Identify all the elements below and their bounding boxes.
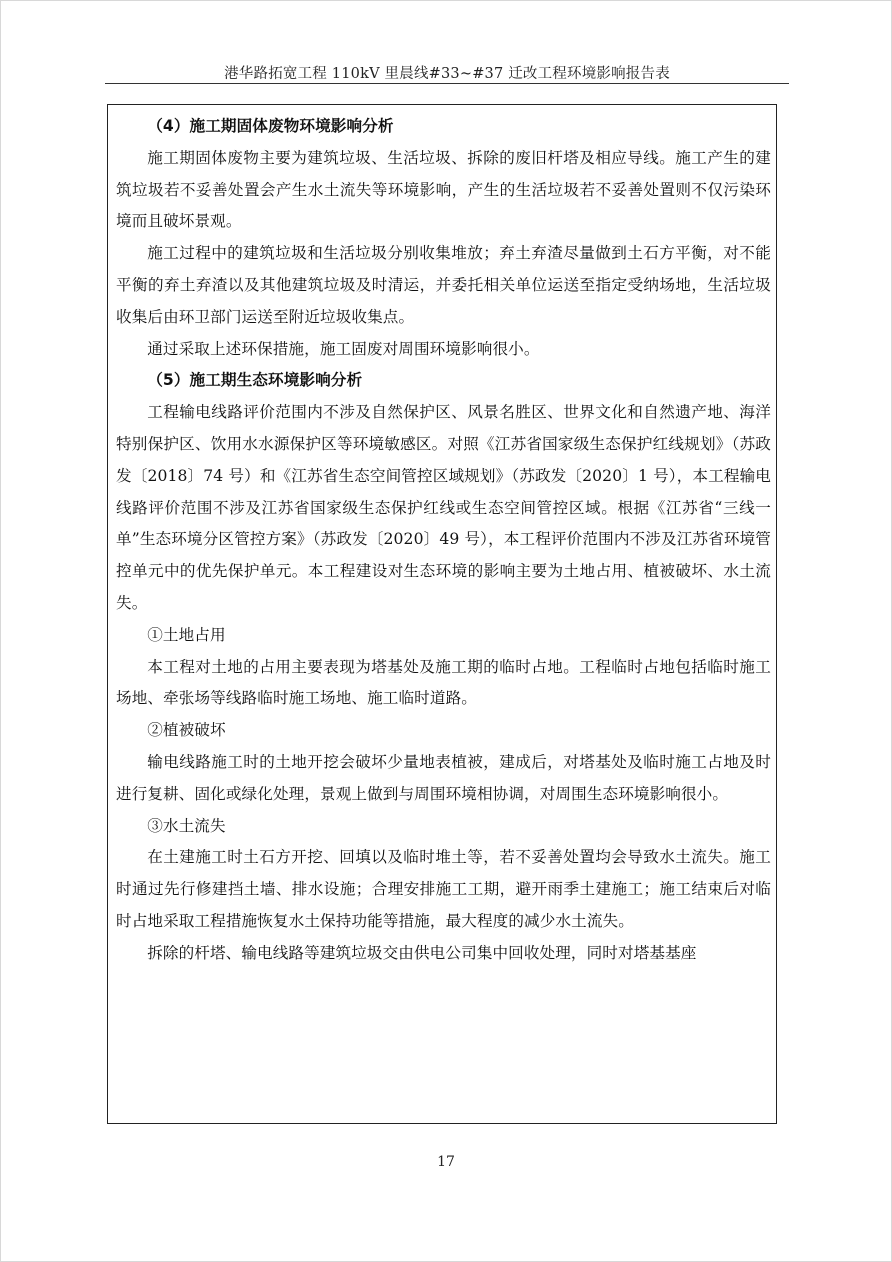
paragraph-solid-waste-sources: 施工期固体废物主要为建筑垃圾、生活垃圾、拆除的废旧杆塔及相应导线。施工产生的建筑垃圾若不妥善处置会产生水土流失等环境影响，产生的生活垃圾若不妥善处置则不仅污染环境而且破坏景观。 [116, 148, 771, 231]
subheading-vegetation-damage: ②植被破坏 [147, 721, 226, 740]
subheading-soil-erosion: ③水土流失 [147, 816, 226, 835]
paragraph-solid-waste-conclusion: 通过采取上述环保措施，施工固废对周围环境影响很小。 [147, 339, 540, 358]
content-body [116, 111, 771, 970]
content-box [107, 104, 777, 1124]
running-header: 港华路拓宽工程 110kV 里晨线#33~#37 迁改工程环境影响报告表 [224, 66, 670, 82]
paragraph-land-occupation: 本工程对土地的占用主要表现为塔基处及施工期的临时占地。工程临时占地包括临时施工场地、牵张场等线路临时施工场地、施工临时道路。 [116, 657, 771, 708]
section-heading-ecology: （5）施工期生态环境影响分析 [147, 371, 363, 390]
paragraph-solid-waste-handling: 施工过程中的建筑垃圾和生活垃圾分别收集堆放；弃土弃渣尽量做到土石方平衡，对不能平衡的弃土弃渣以及其他建筑垃圾及时清运，并委托相关单位运送至指定受纳场地，生活垃圾收集后由环卫部门运送至附近垃圾收集点。 [116, 244, 771, 326]
paragraph-soil-erosion: 在土建施工时土石方开挖、回填以及临时堆土等，若不妥善处置均会导致水土流失。施工时通过先行修建挡土墙、排水设施；合理安排施工工期，避开雨季土建施工；施工结束后对临时占地采取工程措施恢复水土保持功能等措施，最大程度的减少水土流失。 [116, 848, 771, 930]
paragraph-ecology-sensitive-areas: 工程输电线路评价范围内不涉及自然保护区、风景名胜区、世界文化和自然遗产地、海洋特别保护区、饮用水水源保护区等环境敏感区。对照《江苏省国家级生态保护红线规划》（苏政发〔2018〕74 号）和《江苏省生态空间管控区域规划》（苏政发〔2020〕1 号），本工程输电线路评价范围不涉及江苏省国家级生态保护红线或生态空间管控区域。根据《江苏省“三线一单”生态环境分区管控方案》（苏政发〔2020〕49 号），本工程评价范围内不涉及江苏省环境管控单元中的优先保护单元。本工程建设对生态环境的影响主要为土地占用、植被破坏、水土流失。 [116, 403, 771, 612]
paragraph-demolition-waste: 拆除的杆塔、输电线路等建筑垃圾交由供电公司集中回收处理，同时对塔基基座 [147, 943, 697, 962]
paragraph-vegetation-damage: 输电线路施工时的土地开挖会破坏少量地表植被，建成后，对塔基处及临时施工占地及时进行复耕、固化或绿化处理，景观上做到与周围环境相协调，对周围生态环境影响很小。 [116, 752, 771, 803]
page-number: 17 [437, 1154, 455, 1170]
subheading-land-occupation: ①土地占用 [147, 625, 226, 644]
header-rule [105, 83, 789, 84]
section-heading-solid-waste: （4）施工期固体废物环境影响分析 [147, 117, 394, 135]
